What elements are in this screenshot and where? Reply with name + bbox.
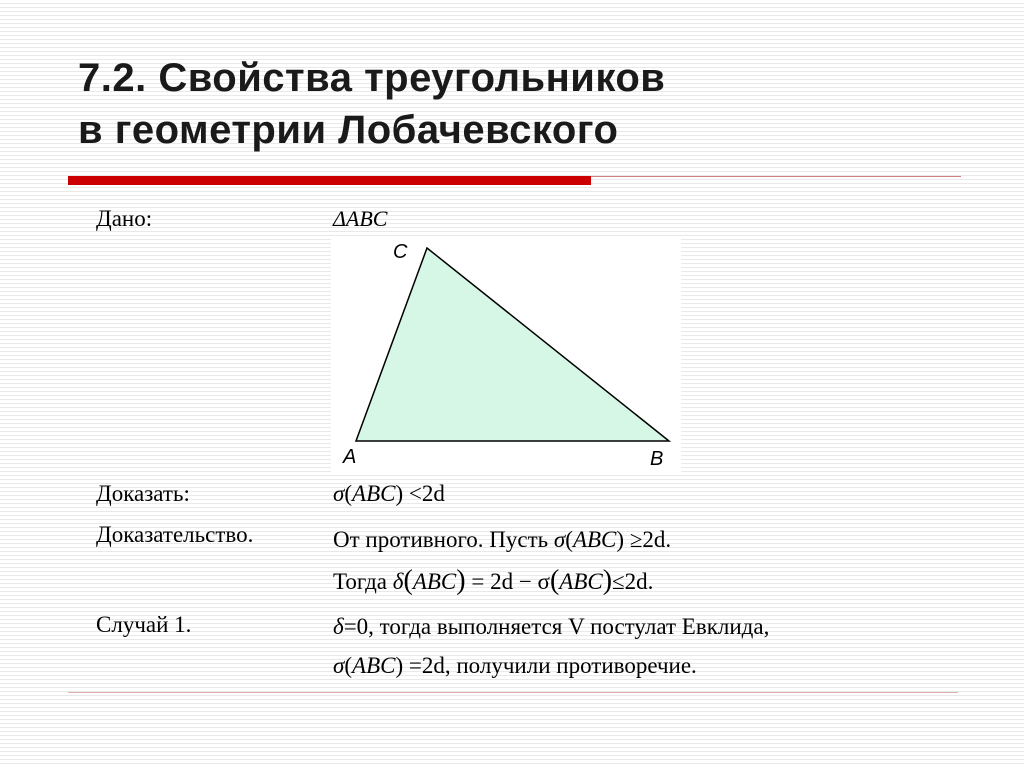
prove-sigma: σ (333, 481, 345, 506)
case1-line-2: σ(ABC) =2d, получили противоречие. (333, 653, 697, 678)
proof-line2-relation: ≤2d. (612, 569, 654, 594)
case1-line-1 (333, 613, 769, 641)
bottom-divider (68, 692, 958, 693)
proof-line1-relation: ≥2d. (629, 527, 672, 552)
proof-line2-abc: ABC (412, 569, 457, 594)
proof-line2-abc2: ABC (559, 569, 603, 594)
case1-line1-delta: δ (333, 614, 344, 639)
given-label: Дано: (96, 206, 153, 231)
case1-label: Случай 1. (96, 612, 192, 637)
case1-line1-text: =0, тогда выполняется V постулат Евклида, (343, 614, 770, 639)
proof-line2-middle: = 2d − σ (471, 569, 550, 594)
triangle-figure (331, 238, 681, 473)
case1-line2-sigma: σ (333, 653, 345, 678)
proof-label: Доказательство. (96, 522, 254, 547)
title-accent-line (591, 176, 961, 177)
vertex-a-label: A (343, 446, 357, 468)
slide-title (78, 52, 978, 156)
triangle-svg (331, 238, 681, 473)
vertex-c-label: C (393, 241, 408, 263)
proof-line1-text: От противного. Пусть (333, 527, 549, 552)
prove-formula: σ(ABC) <2d (333, 481, 445, 506)
proof-line-2: Тогда δ(ABC) = 2d − σ(ABC)≤2d. (333, 565, 654, 596)
proof-line1-abc: ABC (572, 527, 617, 552)
proof-line-1: От противного. Пусть σ(ABC) ≥2d. (333, 527, 672, 552)
case1-line2-text: =2d, получили противоречие. (408, 653, 697, 678)
triangle-abc (356, 248, 669, 441)
prove-label: Доказать: (96, 481, 190, 506)
vertex-b-label: B (650, 448, 664, 470)
proof-line2-delta: δ (392, 569, 404, 594)
case1-line2-abc: ABC (352, 653, 396, 678)
title-line-1: 7.2. Свойства треугольников (78, 56, 666, 100)
given-value: ΔABC (333, 206, 388, 231)
prove-relation: <2d (408, 481, 445, 506)
title-line-2: в геометрии Лобачевского (78, 108, 619, 152)
title-accent-bar (68, 176, 591, 185)
prove-abc: ABC (352, 481, 396, 506)
proof-line2-text: Тогда (333, 569, 388, 594)
proof-line1-sigma: σ (553, 527, 566, 552)
